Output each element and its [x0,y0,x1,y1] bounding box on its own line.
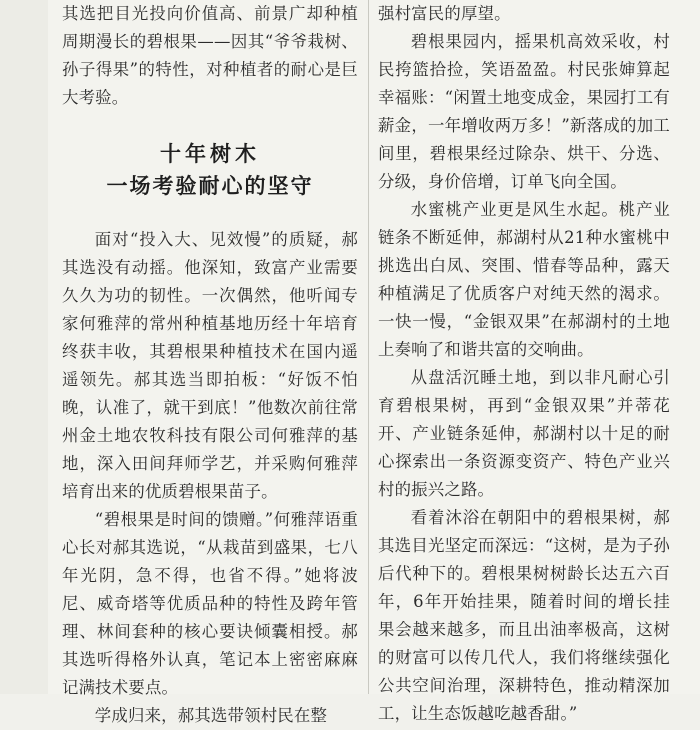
paragraph: 从盘活沉睡土地，到以非凡耐心引育碧根果树，再到“金银双果”并蒂花开、产业链条延伸，郝湖村以十足的耐心探索出一条资源变资产、特色产业兴村的振兴之路。 [378,368,670,499]
paragraph: 学成归来，郝其选带领村民在整 [94,706,328,725]
paragraph: 水蜜桃产业更是风生水起。桃产业链条不断延伸，郝湖村从21种水蜜桃中挑选出白凤、突围、惜春等品种，露天种植满足了优质客户对纯天然的渴求。一快一慢，“金银双果”在郝湖村的土地上奏响了和谐共富的交响曲。 [378,200,670,359]
paragraph-continued: 强村富民的厚望。 [378,4,511,23]
section-heading-line1: 十年树木 [160,142,260,166]
paragraph: 面对“投入大、见效慢”的质疑，郝其选没有动摇。他深知，致富产业需要久久为功的韧性。一次偶然，他听闻专家何雅萍的常州种植基地历经十年培育终获丰收，其碧根果种植技术在国内遥遥领先。郝其选当即拍板：“好饭不怕晚，认准了，就干到底！”他数次前往常州金土地农牧科技有限公司何雅萍的基地，深入田间拜师学艺，并采购何雅萍培育出来的优质碧根果苗子。 [62,230,358,501]
paragraph: “碧根果是时间的馈赠。”何雅萍语重心长对郝其选说，“从栽苗到盛果，七八年光阴，急不得，也省不得。”她将波尼、威奇塔等优质品种的特性及跨年管理、林间套种的核心要诀倾囊相授。郝其选听得格外认真，笔记本上密密麻麻记满技术要点。 [62,510,358,697]
right-column [378,0,670,728]
section-heading-line2: 一场考验耐心的坚守 [106,174,314,198]
section-heading [62,138,358,202]
paragraph: 看着沐浴在朝阳中的碧根果树，郝其选目光坚定而深远：“这树，是为子孙后代种下的。碧根果树树龄长达五六百年，6年开始挂果，随着时间的增长挂果会越来越多，而且出油率极高，这树的财富可以传几代人，我们将继续强化公共空间治理，深耕特色，推动精深加工，让生态饭越吃越香甜。” [378,508,670,723]
page-margin [0,0,48,694]
column-divider [368,0,369,694]
paragraph: 碧根果园内，摇果机高效采收，村民挎篮拾捡，笑语盈盈。村民张婶算起幸福账：“闲置土地变成金，果园打工有薪金，一年增收两万多！”新落成的加工间里，碧根果经过除杂、烘干、分选、分级，身价倍增，订单飞向全国。 [378,32,670,191]
paragraph-continued: 其选把目光投向价值高、前景广却种植周期漫长的碧根果——因其“爷爷栽树、孙子得果”的特性，对种植者的耐心是巨大考验。 [62,4,358,107]
left-column [62,0,358,730]
